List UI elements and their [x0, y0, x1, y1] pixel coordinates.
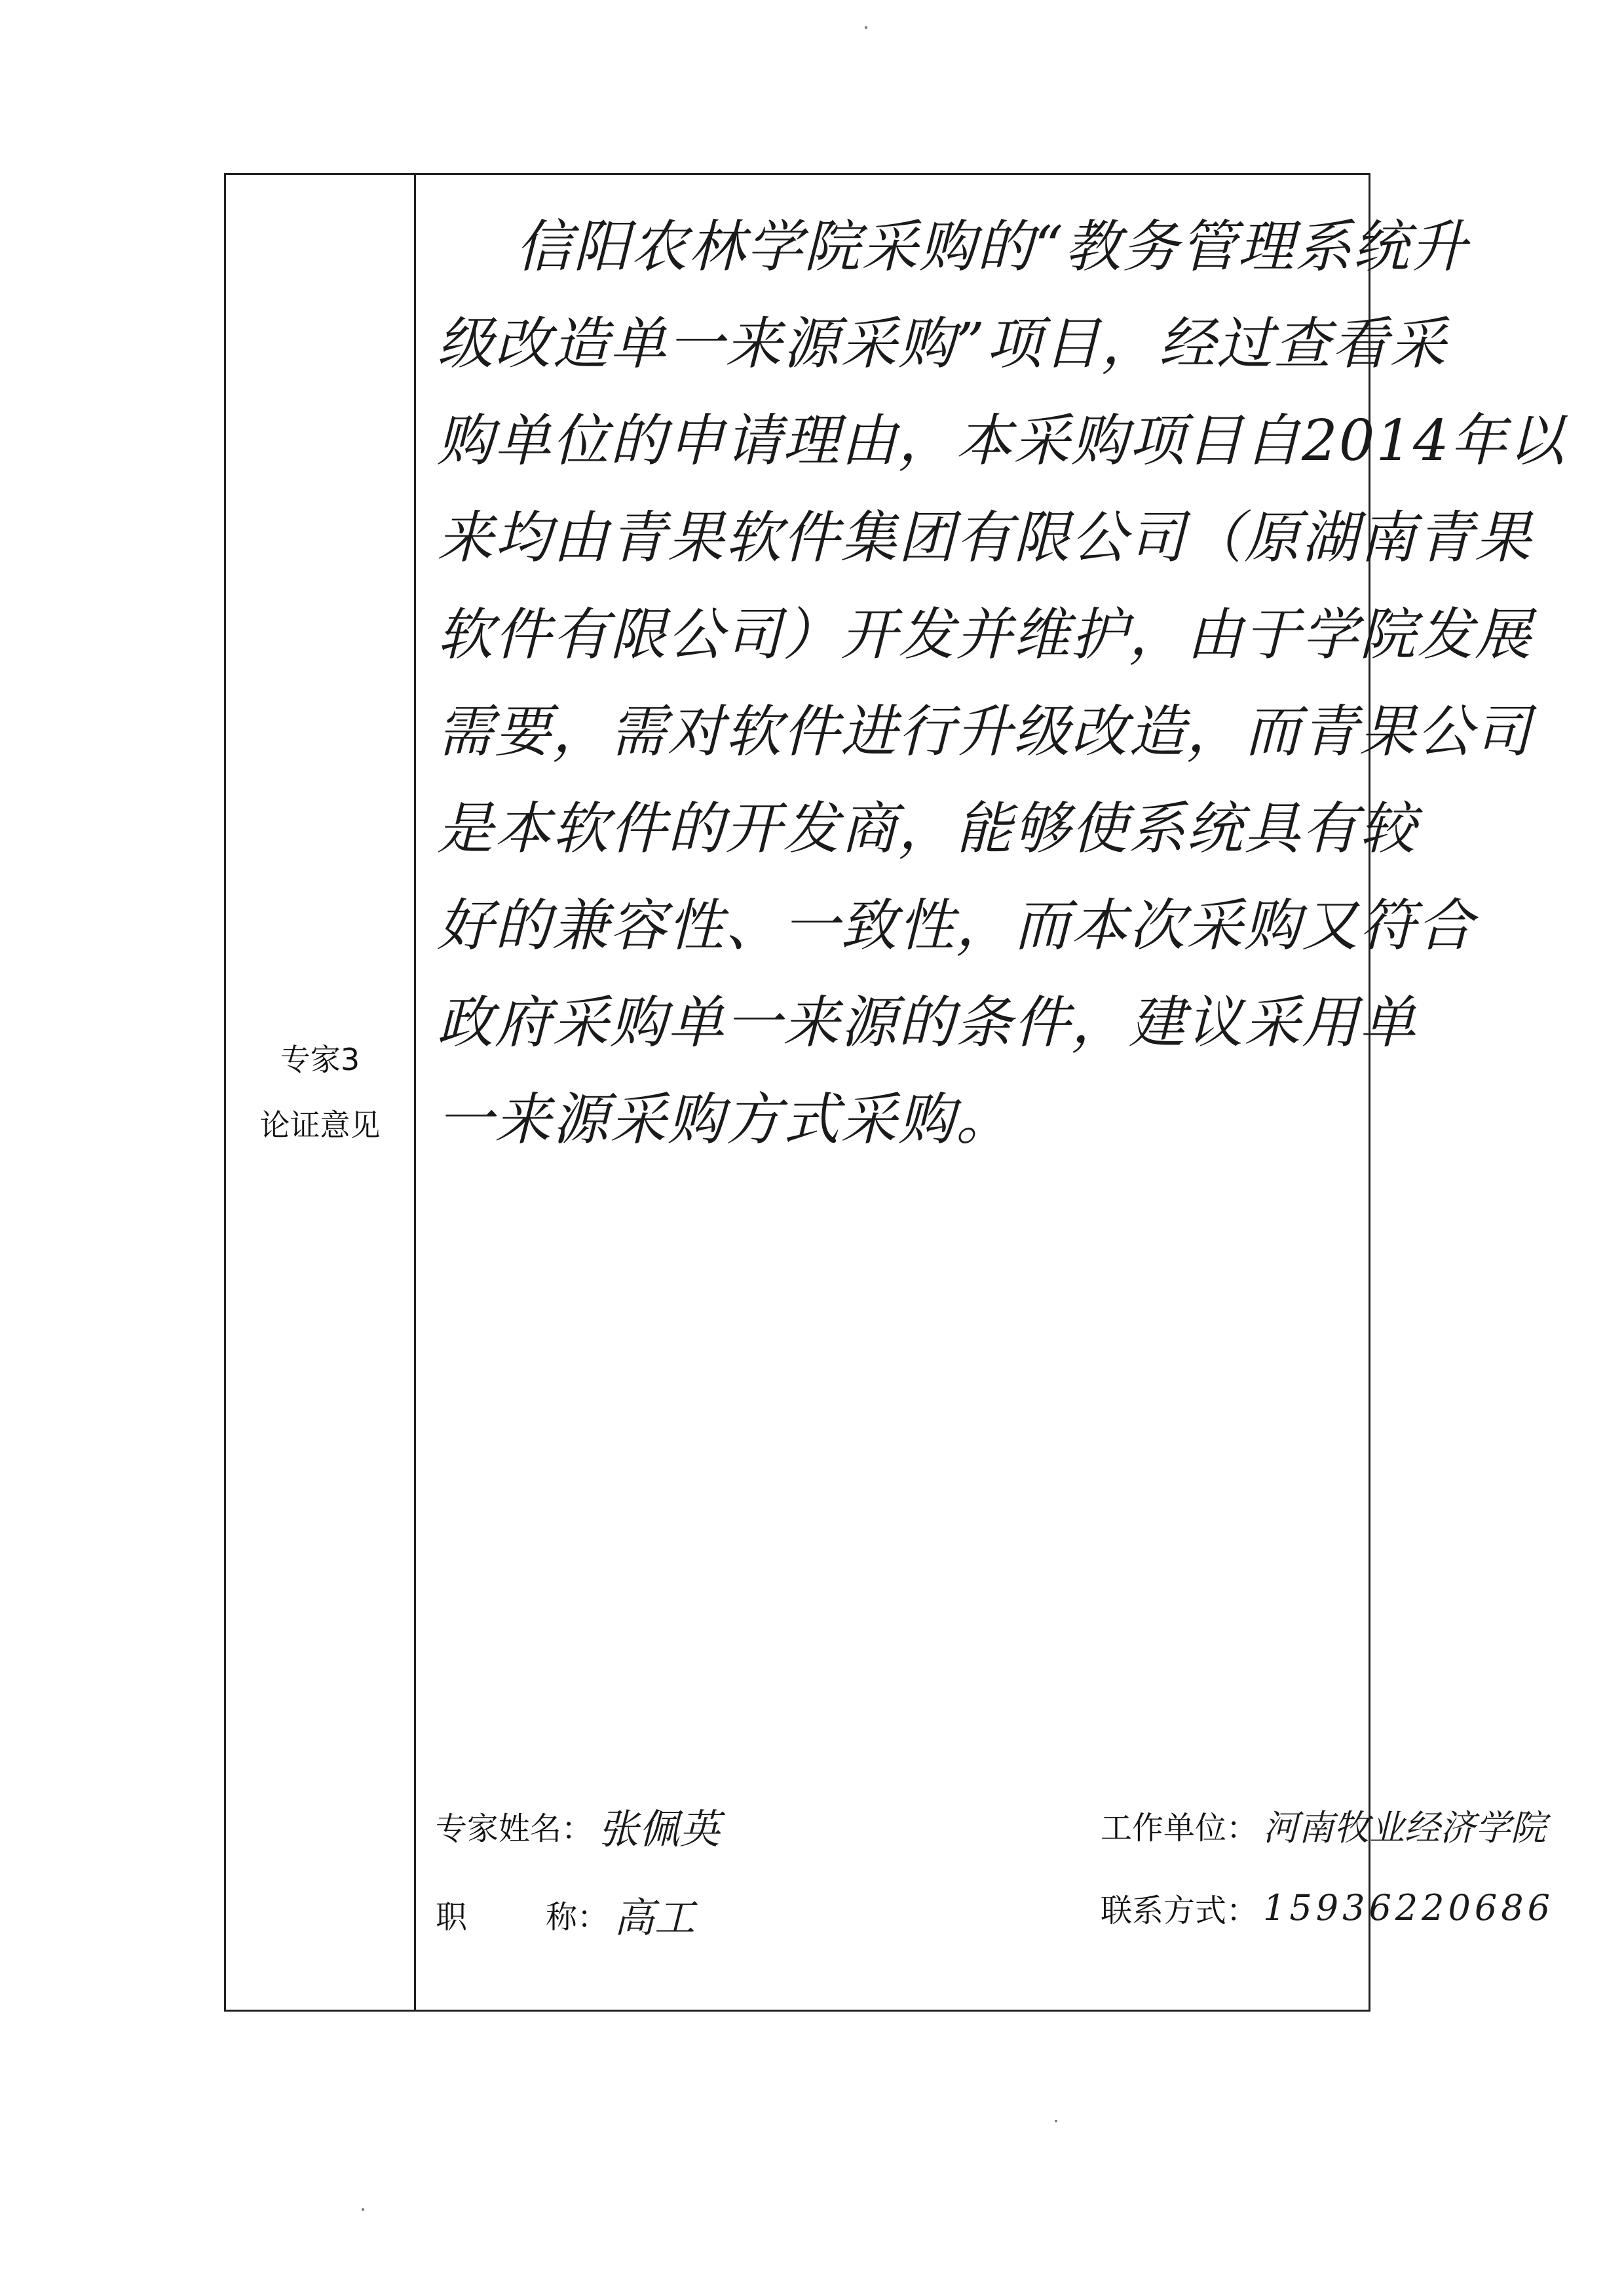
expert-name-signature: 张佩英 [598, 1805, 721, 1853]
opinion-line: 软件有限公司）开发并维护，由于学院发展 [437, 602, 1532, 668]
opinion-line: 购单位的申请理由，本采购项目自2014年以 [437, 408, 1566, 474]
opinion-line: 级改造单一来源采购”项目，经过查看采 [437, 311, 1447, 377]
expert-number-label: 专家3 [280, 1042, 360, 1077]
work-unit-value: 河南牧业经济学院 [1263, 1807, 1547, 1848]
expert-title-label-char2: 称： [546, 1899, 609, 1936]
opinion-line: 一来源采购方式采购。 [437, 1087, 1013, 1153]
scan-speck [1055, 2120, 1057, 2122]
opinion-line: 来均由青果软件集团有限公司（原湖南青果 [437, 505, 1532, 571]
contact-value: 15936220686 [1263, 1887, 1554, 1928]
contact-label: 联系方式： [1101, 1892, 1258, 1929]
work-unit-row [1101, 1800, 1546, 1850]
opinion-line: 是本软件的开发商，能够使系统具有较 [437, 796, 1417, 862]
expert-title-value: 高工 [614, 1894, 696, 1942]
expert-name-row [436, 1797, 720, 1855]
expert-name-label: 专家姓名： [436, 1810, 594, 1847]
handwritten-opinion-text [437, 199, 1566, 1168]
opinion-line: 信阳农林学院采购的“教务管理系统升 [516, 214, 1468, 280]
opinion-cell [416, 175, 1566, 2010]
scan-speck [362, 2208, 364, 2211]
contact-row [1101, 1885, 1554, 1930]
opinion-line: 需要，需对软件进行升级改造，而青果公司 [437, 699, 1532, 765]
work-unit-label: 工作单位： [1101, 1810, 1258, 1846]
expert-title-row [436, 1885, 695, 1943]
opinion-label: 论证意见 [259, 1107, 381, 1143]
expert-opinion-table [224, 173, 1566, 2012]
expert-title-label-char1: 职 [436, 1899, 468, 1936]
opinion-line: 好的兼容性、一致性，而本次采购又符合 [437, 893, 1475, 959]
label-cell [226, 175, 414, 2010]
scan-speck [865, 26, 867, 29]
opinion-line: 政府采购单一来源的条件，建议采用单 [437, 990, 1417, 1056]
